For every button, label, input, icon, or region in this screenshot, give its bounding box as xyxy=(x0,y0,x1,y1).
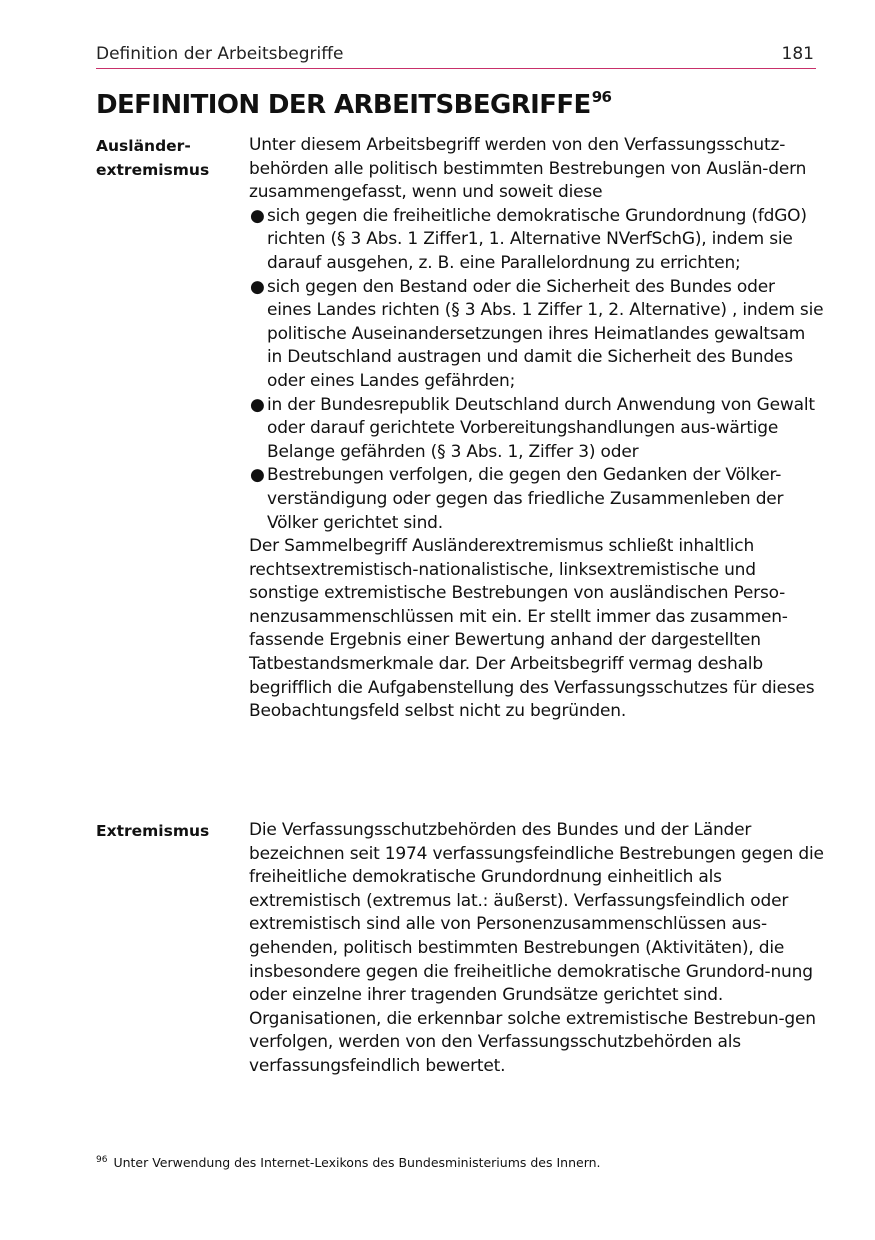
term-extremismus xyxy=(96,820,236,844)
footnote-number: 96 xyxy=(96,1155,108,1165)
definition-auslaenderextremismus xyxy=(249,134,824,724)
footnote-reference: 96 xyxy=(591,88,612,106)
definition-intro: Unter diesem Arbeitsbegriff werden von den Verfassungsschutz-behörden alle politisch bestimmten Bestrebungen von Auslän-dern zusammengefasst, wenn und soweit diese xyxy=(249,135,807,203)
footnote xyxy=(96,1155,601,1170)
term-auslaenderextremismus xyxy=(96,135,236,182)
definition-extremismus xyxy=(249,819,824,1079)
criteria-list xyxy=(249,205,824,535)
bullet-icon: ● xyxy=(250,465,265,486)
list-item-text: sich gegen die freiheitliche demokratische Grundordnung (fdGO) richten (§ 3 Abs. 1 Ziffer1, 1. Alternative NVerfSchG), indem sie darauf ausgehen, z. B. eine Parallelordnung zu errichten; xyxy=(267,205,807,273)
term-line: Ausländer- xyxy=(96,137,191,155)
running-title: Definition der Arbeitsbegriffe xyxy=(96,44,344,64)
list-item-text: in der Bundesrepublik Deutschland durch Anwendung von Gewalt oder darauf gerichtete Vorbereitungshandlungen aus-wärtige Belange gefährden (§ 3 Abs. 1, Ziffer 3) oder xyxy=(267,394,815,462)
page-title-text: DEFINITION DER ARBEITSBEGRIFFE xyxy=(96,90,591,120)
running-header xyxy=(96,42,816,69)
definition-closing: Der Sammelbegriff Ausländerextremismus schließt inhaltlich rechtsextremistisch-nationalistische, linksextremistische und sonstige extremistische Bestrebungen von ausländischen Perso-nenzusammenschlüssen mit ein. Er stellt immer das zusammen-fassende Ergebnis einer Bewertung anhand der dargestellten Tatbestandsmerkmale dar. Der Arbeitsbegriff vermag deshalb begrifflich die Aufgabenstellung des Verfassungsschutzes für dieses Beobachtungsfeld selbst nicht zu begründen. xyxy=(249,536,815,722)
page-number: 181 xyxy=(781,44,814,64)
term-line: extremismus xyxy=(96,160,210,179)
list-item-text: Bestrebungen verfolgen, die gegen den Gedanken der Völker-verständigung oder gegen das friedliche Zusammenleben der Völker gerichtet sind. xyxy=(267,465,784,533)
list-item xyxy=(249,276,824,394)
definition-text: Die Verfassungsschutzbehörden des Bundes und der Länder bezeichnen seit 1974 verfassungsfeindliche Bestrebungen gegen die freiheitliche demokratische Grundordnung einheitlich als extremistisch (extremus lat.: äußerst). Verfassungsfeindlich oder extremistisch sind alle von Personenzusammenschlüssen aus-gehenden, politisch bestimmten Bestrebungen (Aktivitäten), die insbesondere gegen die freiheitliche demokratische Grundord-nung oder einzelne ihrer tragenden Grundsätze gerichtet sind. Organisationen, die erkennbar solche extremistische Bestrebun-gen verfolgen, werden von den Verfassungsschutzbehörden als verfassungsfeindlich bewertet. xyxy=(249,820,824,1076)
bullet-icon: ● xyxy=(250,276,265,297)
list-item xyxy=(249,394,824,465)
footnote-text: Unter Verwendung des Internet-Lexikons des Bundesministeriums des Innern. xyxy=(113,1155,601,1170)
page-title xyxy=(96,88,611,120)
list-item xyxy=(249,205,824,276)
term-line: Extremismus xyxy=(96,822,210,840)
bullet-icon: ● xyxy=(250,394,265,415)
bullet-icon: ● xyxy=(250,205,265,226)
list-item xyxy=(249,464,824,535)
list-item-text: sich gegen den Bestand oder die Sicherheit des Bundes oder eines Landes richten (§ 3 Abs. 1 Ziffer 1, 2. Alternative) , indem sie politische Auseinandersetzungen ihres Heimatlandes gewaltsam in Deutschland austragen und damit die Sicherheit des Bundes oder eines Landes gefährden; xyxy=(267,276,824,391)
